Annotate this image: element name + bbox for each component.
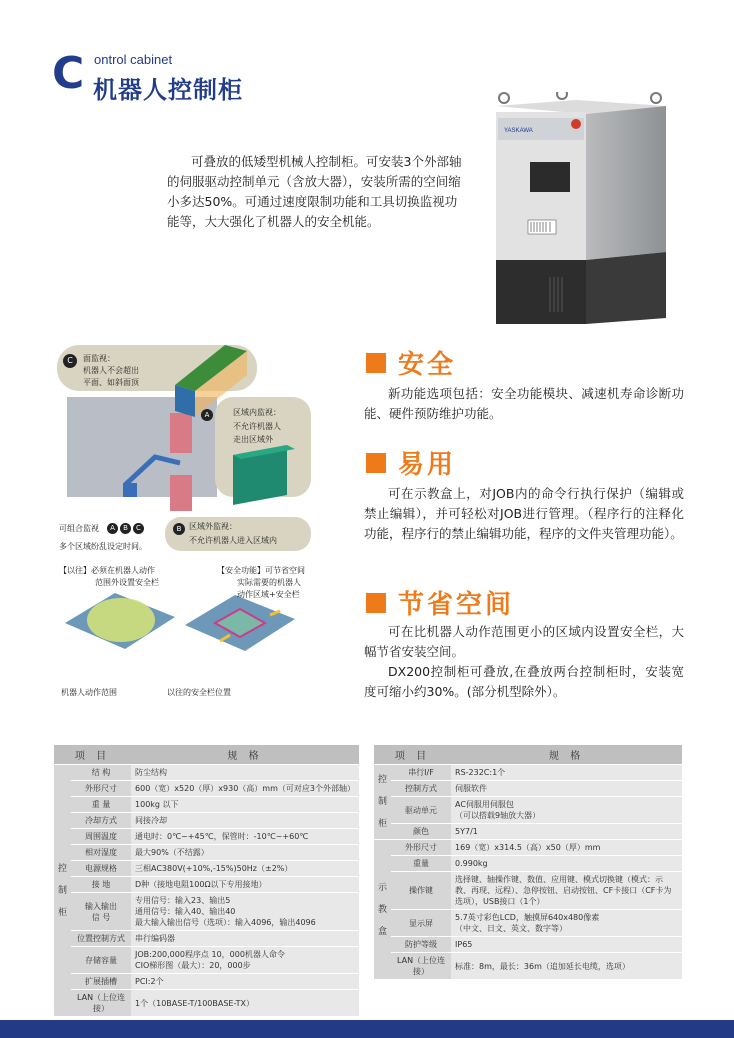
section-body-space: 可在比机器人动作范围更小的区域内设置安全栏，大幅节省安装空间。 <box>364 624 684 659</box>
row-key: 扩展插槽 <box>71 974 131 990</box>
row-key: 冷却方式 <box>71 813 131 829</box>
row-value: 5.7英寸彩色LCD，触摸屏640x480像素 （中文、日文、英文、数字等） <box>451 910 682 937</box>
row-key: 结 构 <box>71 765 131 781</box>
combo-badge-b: B <box>120 523 131 534</box>
table-row <box>54 765 359 781</box>
table-row <box>374 797 682 824</box>
badge-c: C <box>63 354 77 368</box>
section-heading-safety <box>366 344 456 381</box>
section-body-usability: 可在示教盒上，对JOB内的命令行执行保护（编辑或禁止编辑），并可轻松对JOB进行管理。（程序行的注释化功能，程序行的禁止编辑功能，程序的文件夹管理功能）。 <box>364 486 684 541</box>
table-row <box>54 845 359 861</box>
safety-line3: 动作区域+安全栏 <box>237 590 300 599</box>
row-value: 伺服软件 <box>451 781 682 797</box>
row-value: 防尘结构 <box>131 765 359 781</box>
row-key: 存储容量 <box>71 947 131 974</box>
row-value: RS-232C:1个 <box>451 765 682 781</box>
controller-cabinet-image <box>490 92 670 342</box>
past-line2: 范围外设置安全栏 <box>95 578 159 587</box>
table-row <box>374 953 682 980</box>
col-header-spec: 规 格 <box>451 745 682 765</box>
combo-badge-c: C <box>133 523 144 534</box>
row-value: 选择键、轴操作键、数值、应用键、模式切换键（模式：示教、再现、远程）、急停按钮、启动按钮、CF卡接口（CF卡为选项），USB接口（1个） <box>451 872 682 910</box>
row-value: IP65 <box>451 937 682 953</box>
row-key: 防护等级 <box>391 937 451 953</box>
row-value: 0.990kg <box>451 856 682 872</box>
row-key: 外形尺寸 <box>71 781 131 797</box>
row-value: 5Y7/1 <box>451 824 682 840</box>
safety-title: 【安全功能】可节省空间 <box>217 566 305 575</box>
badge-b: B <box>173 523 185 535</box>
row-value: 专用信号：输入23、输出5 通用信号：输入40、输出40 最大输入输出信号（选项）：输入4096，输出4096 <box>131 893 359 931</box>
callout-c-line1: 机器人不会超出 <box>83 366 139 375</box>
callout-c-title: 面监视： <box>83 354 115 363</box>
orange-square-icon <box>366 593 386 613</box>
row-value: AC伺服用伺服包 （可以搭载9轴放大器） <box>451 797 682 824</box>
table-row <box>54 893 359 931</box>
row-key: 电源规格 <box>71 861 131 877</box>
section-body-safety: 新功能选项包括：安全功能模块、减速机寿命诊断功能、硬件预防维护功能。 <box>364 386 684 421</box>
table-row <box>374 856 682 872</box>
fence-label: 以往的安全栏位置 <box>167 688 231 697</box>
safety-zone-diagram <box>55 345 315 705</box>
row-value: 1个（10BASE-T/100BASE-TX） <box>131 990 359 1017</box>
section-title: 安全 <box>398 350 457 380</box>
row-key: 重量 <box>391 856 451 872</box>
row-value: 标准：8m，最长：36m（追加延长电缆，选项） <box>451 953 682 980</box>
row-key: 外形尺寸 <box>391 840 451 856</box>
table-row <box>54 974 359 990</box>
combo-label: 可组合监视 <box>59 524 99 533</box>
spec-table-controller <box>54 745 359 1017</box>
table-row <box>374 937 682 953</box>
row-value: D种（接地电阻100Ω以下专用接地） <box>131 877 359 893</box>
table-row <box>54 877 359 893</box>
table-row <box>374 840 682 856</box>
row-group-label: 控 制 柜 <box>374 765 391 840</box>
row-key: 位置控制方式 <box>71 931 131 947</box>
callout-a-line2: 走出区域外 <box>233 435 273 444</box>
section-title: 节省空间 <box>398 590 515 620</box>
callout-b-line1: 不允许机器人进入区域内 <box>189 536 277 545</box>
row-key: 输入输出 信 号 <box>71 893 131 931</box>
row-value: PCI:2个 <box>131 974 359 990</box>
col-header-item: 项 目 <box>374 745 451 765</box>
row-key: 控制方式 <box>391 781 451 797</box>
header-english: ontrol cabinet <box>94 52 173 67</box>
row-value: 100kg 以下 <box>131 797 359 813</box>
range-label: 机器人动作范围 <box>61 688 117 697</box>
combo-badge-a: A <box>107 523 118 534</box>
row-value: 间接冷却 <box>131 813 359 829</box>
table-row <box>374 910 682 937</box>
header-letter: C <box>52 48 85 99</box>
callout-b-title: 区域外监视： <box>189 522 237 531</box>
row-key: 串行I/F <box>391 765 451 781</box>
row-key: 颜色 <box>391 824 451 840</box>
row-value: 三相AC380V(+10%,-15%)50Hz（±2%） <box>131 861 359 877</box>
row-key: 周围温度 <box>71 829 131 845</box>
safety-line2: 实际需要的机器人 <box>237 578 301 587</box>
row-key: 操作键 <box>391 872 451 910</box>
row-value: 最大90%（不结露） <box>131 845 359 861</box>
section-heading-usability <box>366 444 456 481</box>
footer-bar <box>0 1020 734 1038</box>
row-value: JOB:200,000程序点 10，000机器人命令 CIO梯形图（最大）：20，000步 <box>131 947 359 974</box>
callout-a-line1: 不允许机器人 <box>233 422 281 431</box>
past-title: 【以往】必须在机器人动作 <box>59 566 155 575</box>
row-key: 接 地 <box>71 877 131 893</box>
table-row <box>54 829 359 845</box>
row-value: 600（宽）x520（厚）x930（高）mm（可对应3个外部轴） <box>131 781 359 797</box>
row-group-label: 控 制 柜 <box>54 765 71 1017</box>
combo-badges <box>107 523 144 534</box>
table-row <box>54 990 359 1017</box>
combo-line2: 多个区域纷乱设定时间。 <box>59 542 147 551</box>
table-row <box>54 813 359 829</box>
orange-square-icon <box>366 453 386 473</box>
row-value: 169（宽）x314.5（高）x50（厚）mm <box>451 840 682 856</box>
row-key: 驱动单元 <box>391 797 451 824</box>
col-header-item: 项 目 <box>54 745 131 765</box>
table-row <box>54 947 359 974</box>
row-key: 显示屏 <box>391 910 451 937</box>
section-title: 易用 <box>398 450 457 480</box>
section-body-space-2: DX200控制柜可叠放,在叠放两台控制柜时，安装宽度可缩小约30%。(部分机型除外）。 <box>364 664 684 699</box>
table-row <box>374 824 682 840</box>
row-key: LAN（上位连接） <box>71 990 131 1017</box>
orange-square-icon <box>366 353 386 373</box>
row-value: 串行编码器 <box>131 931 359 947</box>
row-key: 相对湿度 <box>71 845 131 861</box>
row-key: LAN（上位连接） <box>391 953 451 980</box>
badge-a: A <box>201 409 213 421</box>
spec-table-pendant <box>374 745 682 980</box>
table-row <box>54 861 359 877</box>
callout-a-title: 区域内监视： <box>233 408 281 417</box>
row-key: 重 量 <box>71 797 131 813</box>
callout-c-line2: 平面、如斜面顶 <box>83 378 139 387</box>
cabinet-brand: YASKAWA <box>504 128 533 134</box>
row-value: 通电时：0℃~+45℃，保管时：-10℃~+60℃ <box>131 829 359 845</box>
table-row <box>374 781 682 797</box>
section-heading-space <box>366 584 514 621</box>
row-group-label: 示 教 盒 <box>374 840 391 980</box>
table-row <box>54 931 359 947</box>
table-row <box>54 781 359 797</box>
intro-paragraph: 可叠放的低矮型机械人控制柜。可安装3个外部轴的伺服驱动控制单元（含放大器），安装所需的空间缩小多达50%。可通过速度限制功能和工具切换监视功能等，大大强化了机器人的安全机能。 <box>167 154 462 229</box>
header-title: 机器人控制柜 <box>93 76 243 104</box>
table-row <box>374 765 682 781</box>
table-row <box>374 872 682 910</box>
table-row <box>54 797 359 813</box>
col-header-spec: 规 格 <box>131 745 359 765</box>
